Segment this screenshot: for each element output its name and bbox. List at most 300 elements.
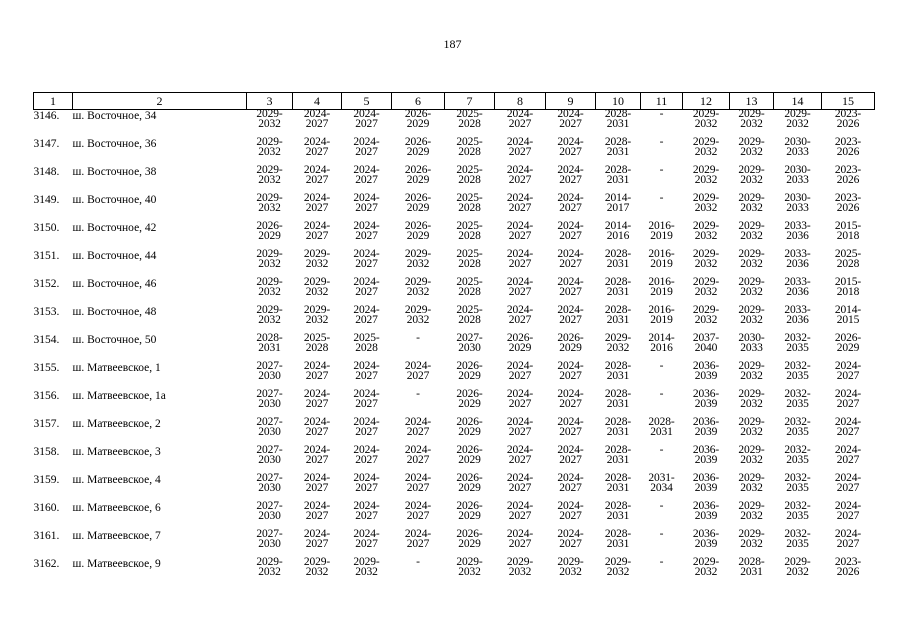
period-start: 2024- — [353, 304, 380, 316]
period-end: 2032 — [694, 565, 718, 578]
period-start: 2032- — [784, 500, 811, 512]
row-number: 3151. — [33, 250, 60, 262]
period-start: 2029- — [303, 248, 331, 260]
period-start: 2029- — [404, 276, 432, 288]
period-cell — [730, 502, 774, 530]
period-start: 2026- — [456, 500, 483, 512]
period-end: 2027 — [508, 173, 532, 186]
period-cell — [247, 166, 293, 194]
period-cell — [445, 446, 495, 474]
period-end: 2035 — [786, 425, 809, 438]
address-cell: ш. Матвеевское, 1 — [72, 362, 161, 374]
period-start: 2024- — [557, 248, 584, 260]
period-end: 2027 — [559, 257, 582, 270]
period-end: 2029 — [458, 397, 481, 410]
period-end: 2036 — [786, 313, 809, 326]
period-cell — [683, 474, 730, 502]
period-end: 2031 — [606, 173, 630, 186]
period-end: 2036 — [786, 229, 809, 242]
period-start: 2024- — [506, 360, 534, 372]
period-end: 2032 — [458, 565, 481, 578]
period-end: 2027 — [559, 117, 582, 130]
period-start: 2031- — [648, 472, 675, 484]
period-cell — [641, 362, 683, 390]
period-cell — [495, 474, 546, 502]
period-start: 2024- — [557, 192, 584, 204]
period-start: 2024- — [506, 164, 534, 176]
period-start: 2024- — [557, 220, 584, 232]
period-cell — [822, 138, 875, 166]
period-end: 2028 — [458, 229, 481, 242]
period-end: 2027 — [305, 229, 329, 242]
period-cell — [445, 502, 495, 530]
address-cell: ш. Восточное, 36 — [72, 138, 157, 150]
period-start: 2029- — [738, 164, 765, 176]
period-cell — [774, 250, 822, 278]
period-start: 2024- — [353, 164, 380, 176]
period-start: - — [659, 444, 664, 456]
period-cell — [342, 110, 392, 139]
table-row — [34, 278, 875, 306]
period-end: 2027 — [355, 285, 378, 298]
period-cell — [247, 110, 293, 139]
period-end: 2032 — [305, 257, 329, 270]
period-start: 2024- — [506, 472, 534, 484]
address-cell: ш. Матвеевское, 1а — [72, 390, 166, 402]
period-end: 2031 — [740, 565, 763, 578]
period-start: 2037- — [692, 332, 720, 344]
period-cell — [445, 222, 495, 250]
period-start: 2029- — [604, 556, 632, 568]
period-end: 2027 — [508, 369, 532, 382]
period-end: 2019 — [650, 257, 673, 270]
period-cell — [641, 390, 683, 418]
row-number: 3146. — [33, 110, 60, 122]
period-start: 2030- — [784, 164, 811, 176]
period-end: 2031 — [606, 369, 630, 382]
period-end: 2032 — [258, 201, 281, 214]
period-cell — [822, 502, 875, 530]
period-end: 2029 — [458, 509, 481, 522]
row-number: 3155. — [33, 362, 60, 374]
period-start: 2023- — [834, 192, 862, 204]
period-cell — [822, 166, 875, 194]
period-cell — [641, 306, 683, 334]
period-start: 2024- — [303, 108, 331, 120]
column-header: 9 — [546, 93, 596, 110]
period-end: 2033 — [786, 201, 809, 214]
period-start: 2032- — [784, 332, 811, 344]
period-end: 2027 — [836, 369, 860, 382]
period-start: 2024- — [506, 192, 534, 204]
period-end: 2035 — [786, 453, 809, 466]
period-cell — [247, 446, 293, 474]
period-end: 2036 — [786, 285, 809, 298]
period-cell — [293, 306, 342, 334]
period-start: 2025- — [456, 248, 483, 260]
period-end: 2031 — [606, 509, 630, 522]
period-end: 2030 — [458, 341, 481, 354]
period-cell — [641, 474, 683, 502]
period-cell — [730, 446, 774, 474]
row-number: 3159. — [33, 474, 60, 486]
period-cell — [342, 222, 392, 250]
period-end: 2027 — [508, 537, 532, 550]
period-start: 2024- — [404, 528, 432, 540]
period-cell — [392, 166, 445, 194]
period-start: 2030- — [784, 192, 811, 204]
period-start: 2024- — [557, 136, 584, 148]
period-end: 2035 — [786, 397, 809, 410]
period-end: 2027 — [406, 481, 430, 494]
period-cell — [392, 502, 445, 530]
period-cell — [641, 222, 683, 250]
period-cell — [683, 418, 730, 446]
period-cell — [730, 390, 774, 418]
period-start: 2029- — [404, 304, 432, 316]
period-cell — [247, 474, 293, 502]
period-end: 2030 — [258, 369, 281, 382]
period-start: 2024- — [303, 192, 331, 204]
address-cell: ш. Матвеевское, 3 — [72, 446, 161, 458]
period-start: - — [659, 164, 664, 176]
period-end: 2032 — [740, 453, 763, 466]
column-header: 6 — [392, 93, 445, 110]
period-start: 2032- — [784, 360, 811, 372]
period-start: 2029- — [784, 108, 811, 120]
period-cell — [495, 558, 546, 586]
row-number: 3147. — [33, 138, 60, 150]
period-end: 2029 — [559, 341, 582, 354]
period-cell — [683, 222, 730, 250]
period-end: 2019 — [650, 229, 673, 242]
period-cell — [596, 334, 641, 362]
period-end: 2028 — [458, 257, 481, 270]
period-cell — [342, 278, 392, 306]
period-cell — [683, 390, 730, 418]
table-row — [34, 334, 875, 362]
period-start: 2014- — [604, 220, 632, 232]
period-cell — [392, 446, 445, 474]
table-row — [34, 530, 875, 558]
period-start: 2028- — [604, 304, 632, 316]
period-start: 2036- — [692, 444, 720, 456]
period-end: 2027 — [355, 173, 378, 186]
period-start: 2024- — [506, 220, 534, 232]
period-end: 2029 — [258, 229, 281, 242]
period-start: 2024- — [303, 360, 331, 372]
period-start: 2024- — [834, 388, 862, 400]
period-cell — [641, 278, 683, 306]
period-start: 2029- — [256, 108, 283, 120]
period-cell — [774, 446, 822, 474]
period-end: 2031 — [606, 537, 630, 550]
period-cell — [392, 558, 445, 586]
period-end: 2040 — [694, 341, 718, 354]
period-end: 2027 — [305, 509, 329, 522]
period-end: 2027 — [355, 481, 378, 494]
table-row — [34, 194, 875, 222]
period-start: 2029- — [784, 556, 811, 568]
period-end: 2027 — [508, 285, 532, 298]
period-cell — [495, 222, 546, 250]
period-cell — [683, 166, 730, 194]
period-cell — [247, 418, 293, 446]
period-cell — [822, 362, 875, 390]
period-cell — [596, 446, 641, 474]
period-end: 2031 — [606, 145, 630, 158]
address-cell: ш. Восточное, 50 — [72, 334, 157, 346]
period-cell — [641, 530, 683, 558]
row-number: 3152. — [33, 278, 60, 290]
period-end: 2029 — [508, 341, 532, 354]
period-cell — [445, 250, 495, 278]
period-end: 2029 — [458, 369, 481, 382]
period-end: 2027 — [508, 201, 532, 214]
period-start: 2024- — [834, 472, 862, 484]
period-cell — [730, 194, 774, 222]
period-cell — [546, 530, 596, 558]
column-header: 3 — [247, 93, 293, 110]
period-start: 2033- — [784, 276, 811, 288]
period-cell — [730, 474, 774, 502]
period-cell — [247, 334, 293, 362]
period-end: 2026 — [836, 117, 860, 130]
period-cell — [392, 306, 445, 334]
period-start: 2029- — [738, 192, 765, 204]
period-end: 2027 — [305, 201, 329, 214]
period-cell — [730, 138, 774, 166]
period-end: 2032 — [694, 257, 718, 270]
period-start: 2016- — [648, 304, 675, 316]
period-end: 2031 — [606, 257, 630, 270]
period-end: 2031 — [606, 117, 630, 130]
period-start: 2024- — [506, 444, 534, 456]
period-cell — [774, 166, 822, 194]
period-cell — [546, 278, 596, 306]
period-start: 2024- — [834, 360, 862, 372]
period-cell — [445, 334, 495, 362]
period-start: 2024- — [353, 220, 380, 232]
period-start: 2029- — [738, 360, 765, 372]
period-end: 2019 — [650, 313, 673, 326]
period-start: 2024- — [506, 304, 534, 316]
period-cell — [822, 194, 875, 222]
period-cell — [596, 362, 641, 390]
period-start: 2024- — [557, 416, 584, 428]
period-end: 2032 — [694, 229, 718, 242]
period-start: 2024- — [506, 276, 534, 288]
column-header: 1 — [34, 93, 73, 110]
period-start: 2029- — [256, 248, 283, 260]
period-end: 2039 — [694, 509, 718, 522]
period-cell — [774, 110, 822, 139]
period-end: 2027 — [305, 397, 329, 410]
period-start: 2024- — [353, 360, 380, 372]
period-start: 2036- — [692, 416, 720, 428]
period-end: 2035 — [786, 369, 809, 382]
period-end: 2016 — [606, 229, 630, 242]
period-start: 2024- — [557, 360, 584, 372]
address-cell: ш. Восточное, 48 — [72, 306, 157, 318]
period-cell — [683, 194, 730, 222]
period-cell — [596, 418, 641, 446]
period-start: 2024- — [834, 528, 862, 540]
period-start: 2026- — [456, 528, 483, 540]
period-cell — [495, 418, 546, 446]
period-end: 2027 — [355, 425, 378, 438]
period-cell — [774, 194, 822, 222]
period-end: 2017 — [606, 201, 630, 214]
period-start: 2029- — [738, 528, 765, 540]
period-start: 2024- — [506, 136, 534, 148]
period-start: 2024- — [353, 136, 380, 148]
period-cell — [822, 558, 875, 586]
period-start: 2024- — [506, 248, 534, 260]
period-cell — [641, 418, 683, 446]
period-cell — [774, 306, 822, 334]
period-end: 2026 — [836, 173, 860, 186]
period-start: 2036- — [692, 360, 720, 372]
period-start: 2028- — [604, 136, 632, 148]
period-start: 2024- — [353, 276, 380, 288]
period-cell — [596, 250, 641, 278]
period-start: 2024- — [834, 444, 862, 456]
period-start: 2024- — [353, 108, 380, 120]
period-cell — [342, 334, 392, 362]
page-number: 187 — [443, 37, 462, 51]
period-cell — [342, 306, 392, 334]
period-end: 2035 — [786, 537, 809, 550]
period-start: 2028- — [604, 388, 632, 400]
period-end: 2039 — [694, 453, 718, 466]
period-start: 2026- — [506, 332, 534, 344]
period-start: 2026- — [456, 360, 483, 372]
period-start: 2029- — [738, 472, 765, 484]
period-start: 2029- — [738, 500, 765, 512]
period-start: 2024- — [404, 416, 432, 428]
period-cell — [293, 502, 342, 530]
period-start: 2023- — [834, 136, 862, 148]
period-cell — [822, 110, 875, 139]
row-number: 3160. — [33, 502, 60, 514]
period-start: 2027- — [256, 360, 283, 372]
period-start: 2024- — [404, 444, 432, 456]
period-end: 2032 — [740, 257, 763, 270]
period-end: 2027 — [355, 453, 378, 466]
address-cell: ш. Восточное, 44 — [72, 250, 157, 262]
period-start: 2025- — [834, 248, 862, 260]
period-cell — [495, 502, 546, 530]
period-cell — [342, 250, 392, 278]
period-cell — [342, 474, 392, 502]
table-row — [34, 222, 875, 250]
period-cell — [596, 502, 641, 530]
address-cell: ш. Матвеевское, 4 — [72, 474, 161, 486]
row-number: 3154. — [33, 334, 60, 346]
period-cell — [495, 110, 546, 139]
period-end: 2027 — [355, 229, 378, 242]
period-end: 2027 — [559, 509, 582, 522]
period-end: 2031 — [606, 397, 630, 410]
period-end: 2032 — [258, 173, 281, 186]
period-end: 2032 — [740, 313, 763, 326]
period-start: 2025- — [456, 192, 483, 204]
period-start: 2033- — [784, 248, 811, 260]
period-start: - — [659, 192, 664, 204]
period-start: 2029- — [256, 136, 283, 148]
period-end: 2031 — [650, 425, 673, 438]
table-row — [34, 250, 875, 278]
period-cell — [774, 362, 822, 390]
period-start: 2024- — [834, 416, 862, 428]
period-cell — [683, 334, 730, 362]
table-row — [34, 390, 875, 418]
period-cell — [730, 362, 774, 390]
repair-schedule-table — [33, 92, 875, 586]
period-end: 2027 — [305, 453, 329, 466]
period-start: 2028- — [604, 360, 632, 372]
period-start: 2024- — [557, 500, 584, 512]
column-header: 15 — [822, 93, 875, 110]
period-start: 2014- — [834, 304, 862, 316]
period-end: 2028 — [458, 173, 481, 186]
period-cell — [392, 390, 445, 418]
period-start: 2029- — [692, 248, 720, 260]
period-end: 2027 — [355, 369, 378, 382]
period-start: 2027- — [456, 332, 483, 344]
period-cell — [730, 558, 774, 586]
period-cell — [495, 390, 546, 418]
period-end: 2027 — [305, 117, 329, 130]
period-start: 2024- — [557, 472, 584, 484]
period-cell — [247, 502, 293, 530]
period-end: 2029 — [836, 341, 860, 354]
period-cell — [495, 138, 546, 166]
period-start: 2025- — [456, 136, 483, 148]
period-start: 2029- — [692, 556, 720, 568]
period-cell — [596, 138, 641, 166]
period-end: 2032 — [740, 285, 763, 298]
period-end: 2027 — [508, 117, 532, 130]
period-start: - — [659, 388, 664, 400]
period-end: 2032 — [786, 565, 809, 578]
period-end: 2032 — [508, 565, 532, 578]
period-cell — [822, 222, 875, 250]
period-end: 2027 — [305, 173, 329, 186]
period-end: 2027 — [836, 397, 860, 410]
period-end: 2027 — [836, 453, 860, 466]
period-end: 2027 — [559, 453, 582, 466]
period-cell — [822, 474, 875, 502]
period-end: 2032 — [305, 285, 329, 298]
period-start: 2029- — [557, 556, 584, 568]
period-cell — [293, 390, 342, 418]
table-body — [34, 110, 875, 587]
period-end: 2032 — [606, 341, 630, 354]
table-row — [34, 446, 875, 474]
period-start: 2023- — [834, 164, 862, 176]
period-end: 2028 — [458, 117, 481, 130]
period-cell — [546, 194, 596, 222]
period-end: 2027 — [508, 453, 532, 466]
period-end: 2032 — [740, 537, 763, 550]
period-end: 2027 — [508, 313, 532, 326]
period-end: 2039 — [694, 397, 718, 410]
period-start: 2029- — [692, 164, 720, 176]
period-start: 2029- — [404, 248, 432, 260]
period-start: 2029- — [738, 304, 765, 316]
